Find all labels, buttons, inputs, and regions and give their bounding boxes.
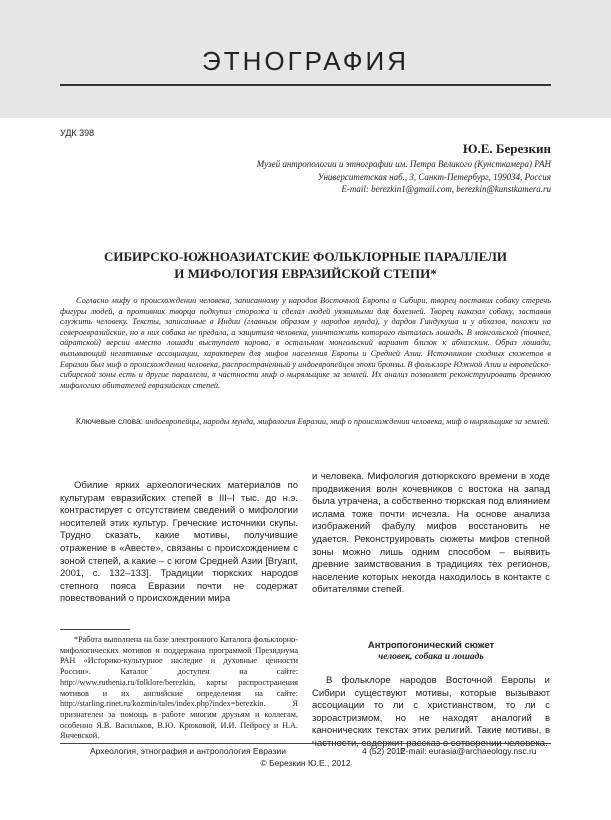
keywords-label: Ключевые слова: — [76, 416, 143, 426]
author-affiliation — [131, 158, 551, 196]
body-right-column: и человека. Мифология дотюркского времени в ходе продвижения волн кочевников с востока на запад была утрачена, а собственно тюркская под влиянием ислама тоже почти исчезла. На основе анализа изображений фабулу мифов восстановить не удается. Реконструировать сюжеты мифов степной зоны можно лишь одним способом – выявить древние заимствования в традициях тех регионов, население которых некогда находилось в контакте с обитателями степей. — [312, 471, 550, 596]
abstract: Согласно мифу о происхождении человека, записанному у народов Восточной Европы и Сибири, творец поставил собаку стеречь фигуры людей, а противник творца подкупил сторожа и сделал людей уязвимыми для болезней. Творец наказал собаку, заставив служить человеку. Тексты, записанные в Индии (главным образом у народов мунда), у дардов Гиндукуша и у абхазов, похожи на североевразийские, но в них собака не предала, а защитила человека, уничтожить которого пыталась лошадь. В монгольской (точнее, ойратской) версии вместо лошади выступает корова, в остальном монгольский вариант близок к абхазским. Образ лошади, вызывающий негативные ассоциации, характерен для мифов населения Европы и Средней Азии. Источником сходных сюжетов в Евразии был миф о происхождении человека, распространенный у индоевропейцев эпохи бронзы. В фольклоре Южной Азии и европейско-сибирской зоны есть и другие параллели, в частности миф о ныряльщике за землей. Их анализ позволяет реконструировать древнюю мифологию обитателей евразийских степей. — [60, 296, 551, 390]
affiliation-line: Музей антропологии и этнографии им. Петра Великого (Кунсткамера) РАН — [256, 159, 551, 169]
section-title: ЭТНОГРАФИЯ — [202, 46, 409, 76]
journal-email: E-mail: eurasia@archaeology.nsc.ru — [400, 746, 537, 756]
affiliation-line: Университетская наб., 3, Санкт-Петербург, 199034, Россия — [317, 171, 551, 182]
body-right-column-section: В фольклоре народов Восточной Европы и Сибири существуют мотивы, которые вызывают ассоциации то ли с христианством, то ли с зороастризмом, но не находят аналогий в канонических текстах этих религий. Такие мотивы, в — [312, 675, 550, 737]
keywords — [60, 416, 551, 428]
author-name: Ю.Е. Березкин — [462, 141, 551, 156]
footnote: *Работа выполнена на базе электронного Каталога фольклорно-мифологических мотивов и поддержана программой Президиума РАН «Историко-культурное наследие и духовные ценности России». Каталог доступен на сайте: http://www.ruthenia.ru/folklore/berezkin, карты распространения мотивов и их английские определения на сайте: http://starling.rinet.ru/kozmin/tales/index.php?index=berezkin. Я признателен за помощь в работе многим друзьям и коллегам, особенно Я.В. Васильков, В.Ю. Крюковой, И.И. Пейросу и Н.А. Янчевской. — [60, 635, 298, 741]
keywords-values: индоевропейцы, народы мунда, мифология Евразии, миф о происхождении человека, миф о ныряльщике за землей. — [145, 417, 550, 426]
copyright: © Березкин Ю.Е., 2012 — [260, 758, 351, 768]
article-title-line: СИБИРСКО-ЮЖНОАЗИАТСКИЕ ФОЛЬКЛОРНЫЕ ПАРАЛЛЕЛИ — [103, 249, 508, 264]
section-subheading: человек, собака и лошадь — [378, 652, 484, 662]
footer-rule — [60, 743, 551, 744]
article-title — [60, 248, 551, 282]
journal-issue: 4 (52) 2012 — [362, 746, 406, 756]
body-left-column: Обилие ярких археологических материалов по культурам евразийских степей в III–I тыс. до н.э. контрастирует с отсутствием сведений о мифологии носителей этих культур. Греческие источники скупы. Трудно сказать, какие мотивы, получившие отражение в «Авесте», связаны с происхождением с зоной степей, а какие – с югом Средней Азии [Bryant, 2001, с. 132–133]. Традиции тюркских народов степного пояса Евразии почти не содержат повествований о происхождении мира — [60, 480, 298, 605]
udc-code: УДК 398 — [60, 128, 95, 138]
affiliation-email: E-mail: berezkin1@gmail.com, berezkin@kunstkamera.ru — [341, 184, 551, 194]
article-title-line: И МИФОЛОГИЯ ЕВРАЗИЙСКОЙ СТЕПИ* — [174, 266, 437, 281]
banner-rule — [60, 84, 551, 86]
footnote-rule — [60, 629, 130, 630]
section-heading: Антропогонический сюжет — [367, 640, 495, 651]
journal-name: Археология, этнография и антропология Евразии — [90, 746, 286, 756]
